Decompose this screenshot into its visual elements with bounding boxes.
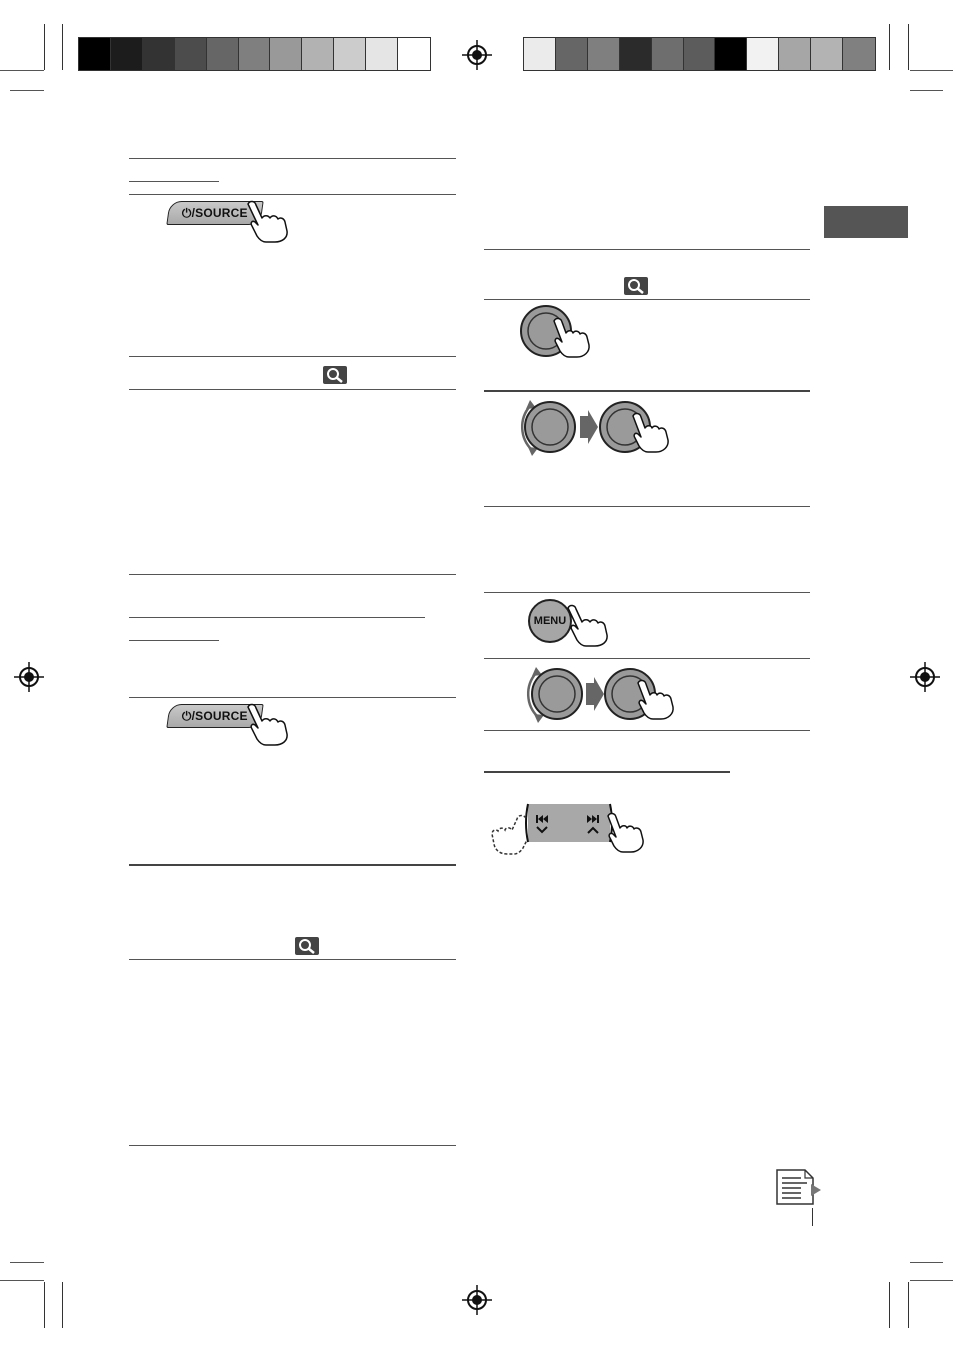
language-tab: [824, 206, 908, 238]
source-button[interactable]: ⏻/SOURCE: [166, 704, 263, 728]
color-swatch: [843, 38, 875, 70]
color-swatch: [715, 38, 747, 70]
color-swatch: [779, 38, 811, 70]
color-swatch: [588, 38, 620, 70]
color-swatch: [207, 38, 239, 70]
color-strip-right: [523, 37, 876, 71]
heading-underline: [129, 640, 219, 641]
color-swatch: [524, 38, 556, 70]
divider: [484, 299, 810, 300]
color-swatch: [684, 38, 716, 70]
divider: [129, 356, 456, 357]
page-number-rule: [812, 1208, 813, 1226]
menu-button[interactable]: MENU: [528, 599, 572, 643]
divider: [129, 158, 456, 159]
divider: [129, 864, 456, 866]
color-swatch: [811, 38, 843, 70]
divider: [484, 592, 810, 593]
control-dial-icon[interactable]: [518, 303, 598, 363]
search-icon: [323, 366, 347, 384]
divider: [484, 390, 810, 392]
pointing-hand-icon: [240, 701, 290, 747]
search-icon: [624, 277, 648, 295]
color-swatch: [556, 38, 588, 70]
divider: [129, 1145, 456, 1146]
registration-mark-icon: [14, 662, 44, 692]
note-page-icon: [775, 1168, 825, 1208]
color-swatch: [334, 38, 366, 70]
heading-underline: [129, 181, 219, 182]
divider: [129, 574, 456, 575]
divider: [484, 658, 810, 659]
skip-buttons[interactable]: [490, 800, 650, 858]
power-icon: ⏻: [182, 708, 192, 723]
color-swatch: [302, 38, 334, 70]
color-swatch: [747, 38, 779, 70]
color-swatch: [79, 38, 111, 70]
pointing-hand-icon: [562, 602, 610, 648]
heading-underline: [484, 771, 730, 773]
power-icon: ⏻: [182, 205, 192, 220]
color-swatch: [175, 38, 207, 70]
color-swatch: [111, 38, 143, 70]
color-swatch: [398, 38, 430, 70]
divider: [484, 249, 810, 250]
color-swatch: [366, 38, 398, 70]
divider: [129, 697, 456, 698]
color-swatch: [143, 38, 175, 70]
color-swatch: [620, 38, 652, 70]
heading-underline: [129, 617, 425, 618]
registration-mark-icon: [462, 40, 492, 70]
divider: [129, 389, 456, 390]
divider: [484, 506, 810, 507]
registration-mark-icon: [462, 1285, 492, 1315]
source-button[interactable]: ⏻/SOURCE: [166, 201, 263, 225]
search-icon: [295, 937, 319, 955]
control-dial-icon[interactable]: [524, 661, 684, 727]
divider: [484, 730, 810, 731]
color-swatch: [239, 38, 271, 70]
pointing-hand-icon: [240, 198, 290, 244]
divider: [129, 959, 456, 960]
color-strip-left: [78, 37, 431, 71]
color-swatch: [270, 38, 302, 70]
divider: [129, 194, 456, 195]
control-dial-icon[interactable]: [518, 394, 678, 460]
registration-mark-icon: [910, 662, 940, 692]
color-swatch: [652, 38, 684, 70]
